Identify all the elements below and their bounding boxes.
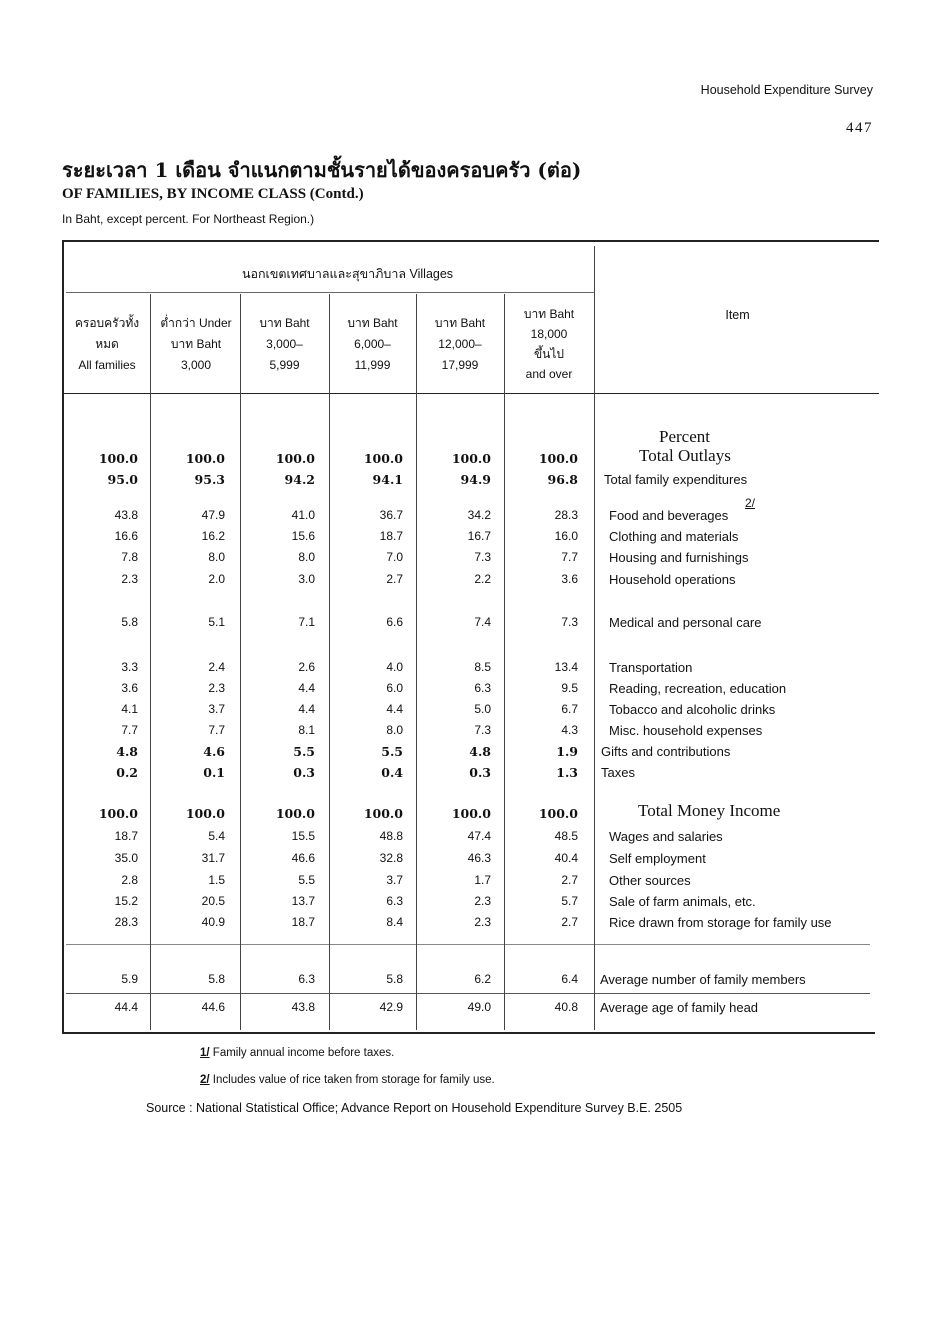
col-header-line: บาท Baht: [434, 316, 486, 330]
col-header-line: บาท Baht: [523, 307, 575, 321]
table-row: [0, 851, 941, 871]
col-header-line: ต่ำกว่า Under: [160, 316, 232, 330]
table-cell: 13.4: [554, 660, 578, 674]
table-cell: 6.3: [298, 972, 315, 986]
row-label: Average age of family head: [600, 1000, 759, 1015]
table-cell: 16.7: [467, 529, 491, 543]
table-cell: 5.0: [474, 702, 491, 716]
table-cell: 95.0: [107, 472, 138, 487]
row-label: Rice drawn from storage for family use: [609, 915, 832, 930]
col-header-line: 11,999: [354, 358, 391, 372]
row-label: Gifts and contributions: [601, 744, 731, 759]
table-cell: 6.3: [386, 894, 403, 908]
table-row: [0, 702, 941, 722]
table-cell: 2.3: [208, 681, 225, 695]
table-cell: 5.8: [121, 615, 138, 629]
table-cell: 6.0: [386, 681, 403, 695]
col-header-6000-11999: [329, 313, 416, 376]
table-cell: 2.3: [474, 894, 491, 908]
table-cell: 7.3: [474, 723, 491, 737]
table-bottom-rule: [62, 1032, 875, 1034]
table-cell: 8.4: [386, 915, 403, 929]
table-cell: 2.3: [474, 915, 491, 929]
row-label: Taxes: [601, 765, 635, 780]
table-cell: 94.9: [460, 472, 491, 487]
table-cell: 5.8: [386, 972, 403, 986]
source-note: Source : National Statistical Office; Advance Report on Household Expenditure Survey B.E. 2505: [146, 1101, 683, 1115]
table-row: [0, 873, 941, 893]
table-cell: 3.6: [561, 572, 578, 586]
table-cell: 100.0: [363, 806, 403, 821]
table-cell: 18.7: [114, 829, 138, 843]
col-header-line: and over: [525, 367, 573, 381]
table-row: [0, 894, 941, 914]
table-cell: 100.0: [363, 451, 403, 466]
table-row: [0, 915, 941, 935]
table-cell: 32.8: [379, 851, 403, 865]
table-cell: 3.7: [386, 873, 403, 887]
table-cell: 7.0: [386, 550, 403, 564]
table-cell: 6.3: [474, 681, 491, 695]
table-row: [0, 723, 941, 743]
col-header-line: ขึ้นไป: [533, 347, 565, 361]
table-cell: 41.0: [291, 508, 315, 522]
table-cell: 1.5: [208, 873, 225, 887]
table-cell: 7.3: [474, 550, 491, 564]
table-row: [0, 496, 941, 528]
table-cell: 3.3: [121, 660, 138, 674]
footnote-1-mark: 1/: [200, 1047, 210, 1059]
table-cell: 46.6: [291, 851, 315, 865]
footnote-2-mark: 2/: [200, 1074, 210, 1086]
table-cell: 2.7: [561, 915, 578, 929]
table-cell: 31.7: [201, 851, 225, 865]
header-bottom-rule: [62, 393, 879, 394]
table-cell: 100.0: [185, 451, 225, 466]
table-cell: 1.3: [556, 765, 578, 780]
group-header-villages: นอกเขตเทศบาลและสุขาภิบาล Villages: [241, 267, 454, 281]
table-cell: 8.1: [298, 723, 315, 737]
table-cell: 5.5: [381, 744, 403, 759]
table-cell: 7.7: [121, 723, 138, 737]
table-cell: 42.9: [379, 1000, 403, 1014]
row-label: Tobacco and alcoholic drinks: [609, 702, 776, 717]
table-cell: 5.5: [293, 744, 315, 759]
title-note: In Baht, except percent. For Northeast Region.): [62, 212, 315, 226]
table-cell: 100.0: [98, 451, 138, 466]
row-label: Other sources: [609, 873, 691, 888]
table-cell: 43.8: [114, 508, 138, 522]
col-header-line: หมด: [95, 337, 119, 351]
table-cell: 18.7: [379, 529, 403, 543]
table-cell: 49.0: [467, 1000, 491, 1014]
page-number: 447: [846, 120, 873, 136]
table-cell: 94.2: [284, 472, 315, 487]
table-cell: 100.0: [98, 806, 138, 821]
table-cell: 15.5: [291, 829, 315, 843]
col-header-line: บาท Baht: [170, 337, 222, 351]
table-cell: 2.2: [474, 572, 491, 586]
table-cell: 16.0: [554, 529, 578, 543]
title-thai: ระยะเวลา 1 เดือน จำแนกตามชั้นรายได้ของครอบครัว (ต่อ): [62, 158, 582, 182]
table-cell: 100.0: [185, 806, 225, 821]
table-cell: 5.1: [208, 615, 225, 629]
col-header-line: 12,000–: [438, 337, 482, 351]
summary-rule-2: [66, 993, 870, 994]
table-cell: 2.6: [298, 660, 315, 674]
table-cell: 96.8: [547, 472, 578, 487]
title-english: OF FAMILIES, BY INCOME CLASS (Contd.): [62, 186, 364, 202]
row-label: Transportation: [609, 660, 693, 675]
footnote-1: [200, 1047, 394, 1059]
summary-rule-1: [66, 944, 870, 945]
row-label: Sale of farm animals, etc.: [609, 894, 756, 909]
table-cell: 4.3: [561, 723, 578, 737]
table-row: [0, 472, 941, 492]
table-cell: 43.8: [291, 1000, 315, 1014]
table-cell: 5.4: [208, 829, 225, 843]
table-top-rule: [62, 240, 879, 242]
table-cell: 36.7: [379, 508, 403, 522]
row-label: Wages and salaries: [609, 829, 723, 844]
table-cell: 46.3: [467, 851, 491, 865]
table-cell: 4.1: [121, 702, 138, 716]
table-row: [0, 550, 941, 570]
table-cell: 28.3: [554, 508, 578, 522]
table-cell: 34.2: [467, 508, 491, 522]
row-label: Household operations: [609, 572, 736, 587]
table-cell: 6.7: [561, 702, 578, 716]
table-cell: 5.8: [208, 972, 225, 986]
col-header-line: 18,000: [530, 327, 568, 341]
table-cell: 3.6: [121, 681, 138, 695]
table-cell: 2.3: [121, 572, 138, 586]
row-label: Misc. household expenses: [609, 723, 763, 738]
table-cell: 7.7: [208, 723, 225, 737]
table-cell: 0.3: [469, 765, 491, 780]
table-row: [0, 681, 941, 701]
table-cell: 7.7: [561, 550, 578, 564]
table-cell: 8.0: [298, 550, 315, 564]
table-row: [0, 801, 941, 826]
table-cell: 40.4: [554, 851, 578, 865]
table-cell: 48.5: [554, 829, 578, 843]
table-cell: 6.2: [474, 972, 491, 986]
col-header-line: บาท Baht: [259, 316, 310, 330]
table-cell: 8.5: [474, 660, 491, 674]
table-cell: 2.7: [386, 572, 403, 586]
table-cell: 5.5: [298, 873, 315, 887]
col-header-line: All families: [78, 358, 136, 372]
table-cell: 3.7: [208, 702, 225, 716]
row-label: Total family expenditures: [604, 472, 748, 487]
col-header-under-3000: [150, 313, 242, 376]
section-heading: Total Money Income: [638, 801, 781, 820]
row-label: Medical and personal care: [609, 615, 762, 630]
table-cell: 13.7: [291, 894, 315, 908]
table-cell: 15.6: [291, 529, 315, 543]
row-label: Food and beverages: [609, 508, 729, 523]
table-cell: 2.0: [208, 572, 225, 586]
table-cell: 2.7: [561, 873, 578, 887]
table-cell: 100.0: [451, 806, 491, 821]
table-cell: 35.0: [114, 851, 138, 865]
table-cell: 4.4: [298, 702, 315, 716]
col-header-line: 17,999: [441, 358, 479, 372]
table-cell: 47.4: [467, 829, 491, 843]
row-label: Housing and furnishings: [609, 550, 749, 565]
table-cell: 2.8: [121, 873, 138, 887]
section-percent: Percent: [659, 427, 710, 446]
table-cell: 28.3: [114, 915, 138, 929]
col-header-line: 6,000–: [354, 337, 391, 351]
table-cell: 94.1: [372, 472, 403, 487]
footnote-ref: 2/: [745, 496, 756, 510]
table-cell: 100.0: [275, 451, 315, 466]
table-cell: 44.4: [114, 1000, 138, 1014]
group-header-rule: [66, 292, 594, 293]
col-header-item: Item: [725, 308, 750, 322]
table-row: [0, 765, 941, 785]
table-cell: 0.2: [116, 765, 138, 780]
table-cell: 4.8: [116, 744, 138, 759]
col-header-all-families: [64, 313, 150, 376]
row-label: Self employment: [609, 851, 706, 866]
table-cell: 4.0: [386, 660, 403, 674]
table-cell: 7.1: [298, 615, 315, 629]
table-cell: 40.8: [554, 1000, 578, 1014]
table-cell: 1.9: [556, 744, 578, 759]
table-cell: 7.4: [474, 615, 491, 629]
table-cell: 15.2: [114, 894, 138, 908]
table-row: [0, 572, 941, 592]
col-header-line: บาท Baht: [347, 316, 398, 330]
table-row: [0, 529, 941, 549]
table-cell: 6.4: [561, 972, 578, 986]
col-header-line: ครอบครัวทั้ง: [74, 316, 140, 330]
table-cell: 44.6: [201, 1000, 225, 1014]
table-row: [0, 615, 941, 635]
col-header-line: 3,000: [180, 358, 212, 372]
table-cell: 100.0: [451, 451, 491, 466]
table-cell: 1.7: [474, 873, 491, 887]
col-header-18000-over: [504, 304, 594, 384]
table-cell: 100.0: [275, 806, 315, 821]
footnote-1-text: Family annual income before taxes.: [212, 1047, 395, 1059]
table-row: [0, 660, 941, 680]
footnote-2-text: Includes value of rice taken from storage for family use.: [212, 1074, 495, 1086]
section-heading: Total Outlays: [639, 446, 731, 465]
table-cell: 0.4: [381, 765, 403, 780]
table-cell: 4.4: [386, 702, 403, 716]
footnote-2: [200, 1074, 495, 1086]
table-cell: 40.9: [201, 915, 225, 929]
table-cell: 5.9: [121, 972, 138, 986]
row-label: Average number of family members: [600, 972, 806, 987]
col-header-line: 3,000–: [266, 337, 303, 351]
table-cell: 16.2: [201, 529, 225, 543]
table-cell: 100.0: [538, 806, 578, 821]
row-label: Clothing and materials: [609, 529, 739, 544]
table-cell: 18.7: [291, 915, 315, 929]
table-row: [0, 829, 941, 849]
table-cell: 3.0: [298, 572, 315, 586]
table-cell: 5.7: [561, 894, 578, 908]
table-cell: 16.6: [114, 529, 138, 543]
table-cell: 9.5: [561, 681, 578, 695]
table-row: [0, 972, 941, 992]
table-cell: 8.0: [386, 723, 403, 737]
col-header-3000-5999: [240, 313, 329, 376]
table-cell: 47.9: [201, 508, 225, 522]
table-cell: 8.0: [208, 550, 225, 564]
table-cell: 4.6: [203, 744, 225, 759]
table-cell: 7.3: [561, 615, 578, 629]
table-row: [0, 744, 941, 764]
table-cell: 100.0: [538, 451, 578, 466]
table-cell: 20.5: [201, 894, 225, 908]
table-cell: 7.8: [121, 550, 138, 564]
table-cell: 6.6: [386, 615, 403, 629]
table-cell: 4.4: [298, 681, 315, 695]
col-header-12000-17999: [416, 313, 504, 376]
table-cell: 0.3: [293, 765, 315, 780]
row-label: Reading, recreation, education: [609, 681, 787, 696]
table-cell: 4.8: [469, 744, 491, 759]
table-cell: 2.4: [208, 660, 225, 674]
table-row: [0, 1000, 941, 1020]
table-cell: 48.8: [379, 829, 403, 843]
running-head: Household Expenditure Survey: [700, 83, 873, 97]
table-row: [0, 446, 941, 471]
table-cell: 95.3: [194, 472, 225, 487]
table-cell: 0.1: [203, 765, 225, 780]
col-header-line: 5,999: [269, 358, 300, 372]
